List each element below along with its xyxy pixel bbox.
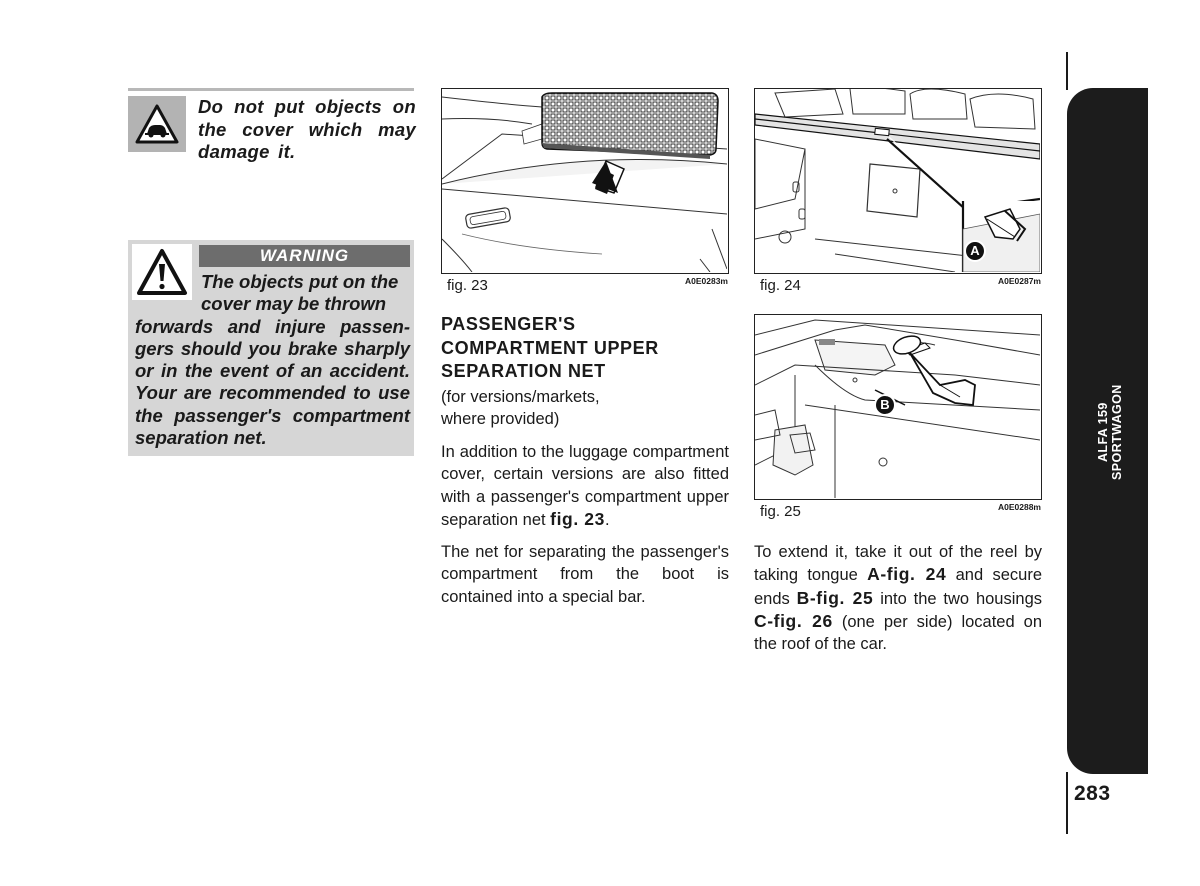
side-title: ALFA 159 SPORTWAGON <box>1096 384 1124 480</box>
paragraph-1: In addition to the luggage compartment cover, certain versions are also fitted with a passenger's compartment upper separation net fig. 23. <box>441 443 729 529</box>
fig-25-caption: fig. 25 <box>760 503 801 520</box>
subnote-line: (for versions/markets, <box>441 388 600 406</box>
warning-line: forwards and injure passen- <box>135 315 410 337</box>
top-rule <box>128 88 414 91</box>
warning-title: WARNING <box>199 245 410 267</box>
callout-b: B <box>874 394 896 416</box>
fig-23-caption: fig. 23 <box>447 277 488 294</box>
fig-reference: C-fig. 26 <box>754 610 833 631</box>
subnote-line: where provided) <box>441 410 560 428</box>
warning-line: or in the event of an accident. <box>135 360 410 382</box>
page-number: 283 <box>1074 782 1111 805</box>
warning-line: gers should you brake sharply <box>135 337 410 359</box>
fig-25-code: A0E0288m <box>997 502 1041 512</box>
fig-24-caption: fig. 24 <box>760 277 801 294</box>
warning-line: cover may be thrown <box>201 293 387 315</box>
tab-top-line <box>1066 52 1068 90</box>
warning-line: the passenger's compartment <box>135 404 410 426</box>
fig-reference: A-fig. 24 <box>867 564 947 585</box>
tab-bottom-line <box>1066 772 1068 834</box>
section-heading <box>441 313 731 384</box>
warning-line: Your are recommended to use <box>135 382 410 404</box>
fig-23-code: A0E0283m <box>684 276 728 286</box>
car-damage-icon <box>128 96 186 152</box>
paragraph-3: To extend it, take it out of the reel by taking tongue A-fig. 24 and secure ends B-fig. 25 into the two housings C-fig. 26 (one per side) located on the roof of the car. <box>754 543 1042 654</box>
callout-a: A <box>964 240 986 262</box>
warning-line: separation net. <box>135 427 267 449</box>
heading-line: COMPARTMENT UPPER <box>441 337 659 358</box>
fig-reference: fig. 23 <box>550 508 605 529</box>
heading-line: SEPARATION NET <box>441 361 606 381</box>
fig-23-illustration <box>441 88 729 274</box>
fig-24-illustration <box>754 88 1042 274</box>
warning-text <box>135 271 410 449</box>
fig-25-illustration <box>754 314 1042 500</box>
caution-text: Do not put objects on the cover which may damage it. <box>198 96 416 162</box>
heading-line: PASSENGER'S <box>441 314 576 334</box>
paragraph-2: The net for separating the passenger's compartment from the boot is contained into a special bar. <box>441 543 729 606</box>
fig-24-code: A0E0287m <box>997 276 1041 286</box>
fig-reference: B-fig. 25 <box>796 587 874 608</box>
availability-note <box>441 386 731 430</box>
warning-line: The objects put on the <box>201 271 399 292</box>
